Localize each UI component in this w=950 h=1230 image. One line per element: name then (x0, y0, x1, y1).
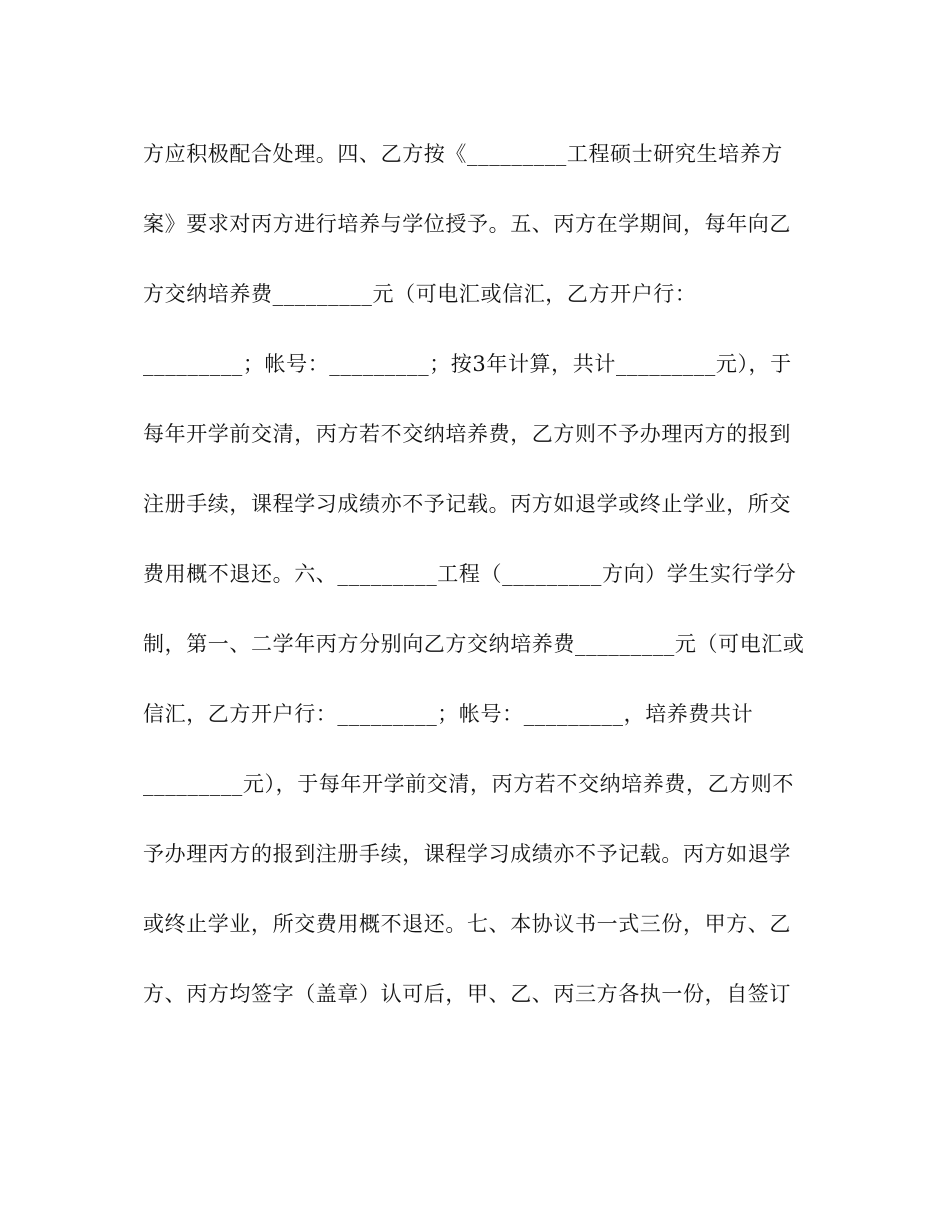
text-line-11: 予办理丙方的报到注册手续，课程学习成绩亦不予记载。丙方如退学 (143, 842, 791, 866)
text-line-13: 方、丙方均签字（盖章）认可后，甲、乙、丙三方各执一份，自签订 (143, 982, 791, 1006)
text-line-8: 制，第一、二学年丙方分别向乙方交纳培养费_________元（可电汇或 (143, 632, 805, 656)
text-line-12: 或终止学业，所交费用概不退还。七、本协议书一式三份，甲方、乙 (143, 912, 791, 936)
text-line-9: 信汇，乙方开户行：_________；帐号：_________，培养费共计 (143, 702, 754, 726)
text-line-4: _________；帐号：_________；按3年计算，共计_________元），于 (143, 352, 792, 376)
agreement-body-text (143, 130, 823, 1040)
text-line-1: 方应积极配合处理。四、乙方按《_________工程硕士研究生培养方 (143, 142, 783, 166)
text-line-10: _________元），于每年开学前交清，丙方若不交纳培养费，乙方则不 (143, 772, 794, 796)
text-line-6: 注册手续，课程学习成绩亦不予记载。丙方如退学或终止学业，所交 (143, 492, 791, 516)
text-line-2: 案》要求对丙方进行培养与学位授予。五、丙方在学期间，每年向乙 (143, 212, 791, 236)
text-line-3: 方交纳培养费_________元（可电汇或信汇，乙方开户行： (143, 282, 697, 306)
text-line-7: 费用概不退还。六、_________工程（_________方向）学生实行学分 (143, 562, 797, 586)
text-line-5: 每年开学前交清，丙方若不交纳培养费，乙方则不予办理丙方的报到 (143, 422, 791, 446)
